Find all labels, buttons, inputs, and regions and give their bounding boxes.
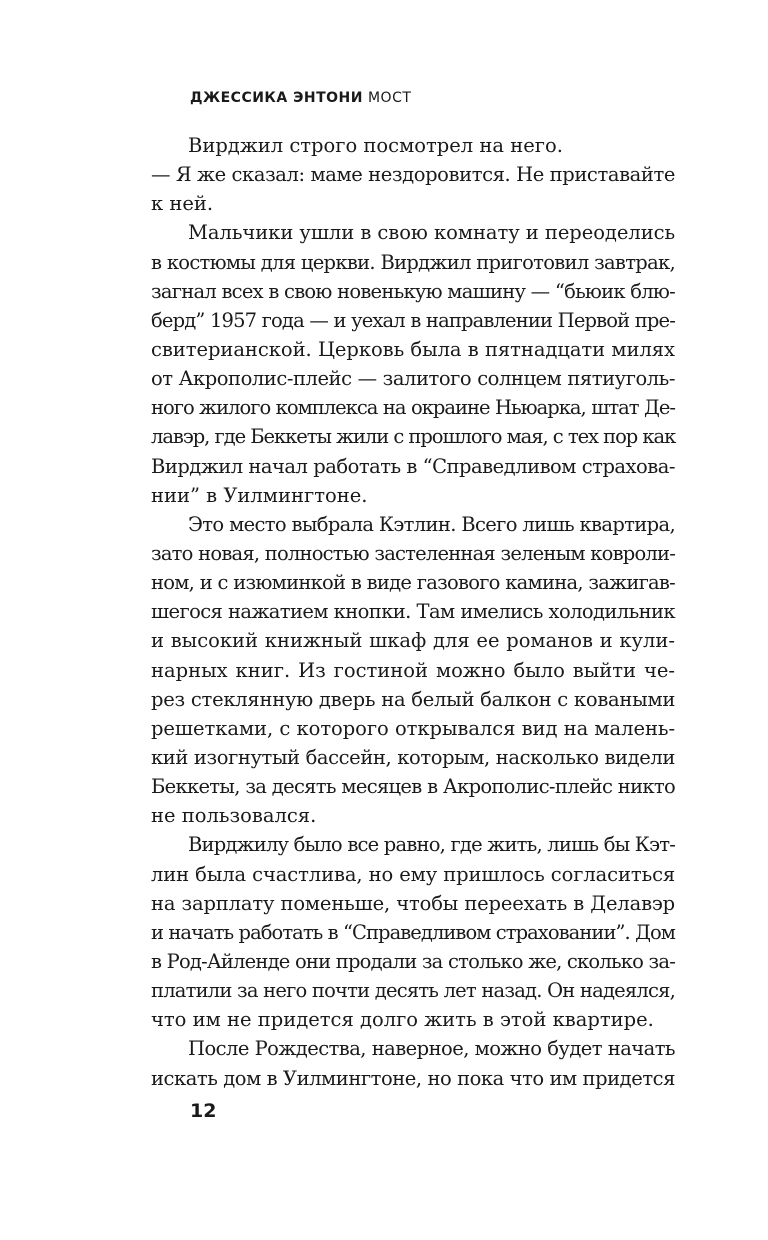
text-line: — Я же сказал: маме нездоровится. Не приставайте [151,163,675,187]
text-line: лин была счастлива, но ему пришлось согласиться [151,862,676,886]
text-line: лавэр, где Беккеты жили с прошлого мая, с тех пор как [151,425,676,449]
text-line: После Рождества, наверное, можно будет начать [188,1037,675,1061]
text-line: кий изогнутый бассейн, которым, насколько видели [151,745,675,769]
text-line: ного жилого комплекса на окраине Ньюарка, штат Де- [151,396,675,420]
page-number: 12 [190,1100,217,1122]
text-line: ном, и с изюминкой в виде газового камина, зажигав- [151,571,675,595]
text-line: рез стеклянную дверь на белый балкон с коваными [151,687,676,711]
text-line: шегося нажатием кнопки. Там имелись холодильник [151,600,675,624]
text-line: от Акрополис-плейс — залитого солнцем пятиуголь- [151,367,675,391]
text-line: в костюмы для церкви. Вирджил приготовил завтрак, [151,250,675,274]
text-line: Вирджил строго посмотрел на него. [188,134,563,157]
running-header [190,90,411,106]
text-line: не пользовался. [151,804,317,828]
text-line: Беккеты, за десять месяцев в Акрополис-плейс никто [151,775,675,799]
text-line: Это место выбрала Кэтлин. Всего лишь квартира, [188,512,675,536]
header-author: ДЖЕССИКА ЭНТОНИ [190,90,363,106]
text-line: и начать работать в “Справедливом страховании”. Дом [151,920,675,944]
text-line: и высокий книжный шкаф для ее романов и кули- [151,629,675,653]
header-book-title: МОСТ [367,90,412,106]
text-line: в Род-Айленде они продали за столько же, сколько за- [151,949,675,973]
text-line: что им не придется долго жить в этой квартире. [151,1008,654,1032]
text-line: Вирджилу было все равно, где жить, лишь бы Кэт- [188,833,675,857]
text-line: свитерианской. Церковь была в пятнадцати милях [151,337,675,361]
text-line: нарных книг. Из гостиной можно было выйти че- [151,658,675,682]
text-line: Мальчики ушли в свою комнату и переоделись [188,221,676,245]
text-line: на зарплату поменьше, чтобы переехать в Делавэр [151,891,675,915]
text-line: решетками, с которого открывался вид на малень- [151,716,675,740]
text-line: платили за него почти десять лет назад. Он надеялся, [151,979,675,1003]
text-line: Вирджил начал работать в “Справедливом страхова- [151,454,675,478]
body-text [151,131,675,1093]
text-line: загнал всех в свою новенькую машину — “бьюик блю- [151,279,675,303]
text-line: берд” 1957 года — и уехал в направлении Первой пре- [151,308,675,332]
text-line: к ней. [151,192,214,216]
text-line: нии” в Уилмингтоне. [151,483,368,507]
text-line: искать дом в Уилмингтоне, но пока что им придется [151,1066,675,1090]
text-line: зато новая, полностью застеленная зеленым ковроли- [151,541,675,565]
